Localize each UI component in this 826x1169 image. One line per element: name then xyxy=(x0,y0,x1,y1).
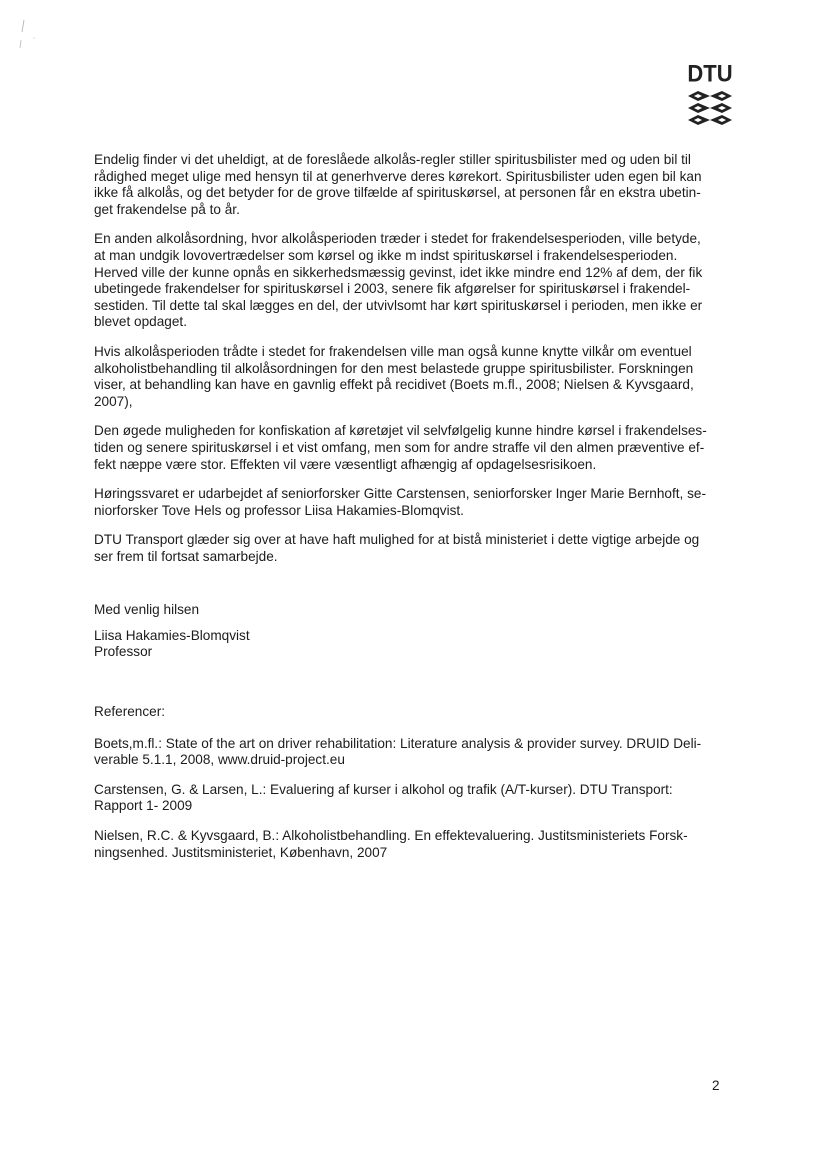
paragraph-closing: DTU Transport glæder sig over at have haft mulighed for at bistå ministeriet i dette vigtige arbejde og ser frem til fortsat samarbejde. xyxy=(94,532,700,564)
reference-item: Carstensen, G. & Larsen, L.: Evaluering af kurser i alkohol og trafik (A/T-kurser). DTU Transport: Rapport 1- 2009 xyxy=(94,781,673,814)
signoff-greeting: Med venlig hilsen xyxy=(94,602,200,617)
signoff-name: Liisa Hakamies-Blomqvist xyxy=(94,627,250,643)
scan-artifact-mark xyxy=(18,18,38,58)
signoff-block xyxy=(94,602,734,661)
dtu-logo-emblem-icon xyxy=(688,90,732,126)
references-section xyxy=(94,704,734,874)
paragraph-treatment: Hvis alkolåsperioden trådte i stedet for frakendelsen ville man også kunne knytte vilkår om eventuel alkoholistbehandling til alkolåsordningen for den mest belastede gruppe spiritusbilister. Forskningen viser, at behandling kan have en gavnlig effekt på recidivet (Boets m.fl., 2008; Nielsen & Kyvsgaard, 2007), xyxy=(94,343,694,409)
references-heading: Referencer: xyxy=(94,704,166,719)
paragraph-authors: Høringssvaret er udarbejdet af seniorforsker Gitte Carstensen, seniorforsker Inger Marie Bernhoft, se- niorforsker Tove Hels og professor Liisa Hakamies-Blomqvist. xyxy=(94,486,706,518)
paragraph-alternative-scheme: En anden alkolåsordning, hvor alkolåsperioden træder i stedet for frakendelsesperioden, ville betyde, at man undgik lovovertrædelser som kørsel og ikke m indst spirituskørsel i frakendelsesperioden. Herved ville der kunne opnås en sikkerhedsmæssig gevinst, idet ikke mindre end 12% af dem, der fik ubetingede frakendelser for spirituskørsel i 2003, senere fik afgørelser for spirituskørsel i frakendel- sestiden. Til dette tal skal lægges en del, der utvivlsomt har kørt spirituskørsel i perioden, men ikke er blevet opdaget. xyxy=(94,231,703,330)
paragraph-alcolock-inequality: Endelig finder vi det uheldigt, at de foreslåede alkolås-regler stiller spiritusbilister med og uden bil til rådighed meget ulige med hensyn til at generhverve deres kørekort. Spiritusbilister uden egen bil kan ikke få alkolås, og det betyder for de grove tilfælde af spirituskørsel, at personen får en ekstra ubetin- get frakendelse på to år. xyxy=(94,152,702,217)
letter-body xyxy=(94,152,734,578)
dtu-logo-text: DTU xyxy=(687,59,733,88)
signoff-title: Professor xyxy=(94,644,153,660)
dtu-logo xyxy=(686,59,734,128)
reference-item: Nielsen, R.C. & Kyvsgaard, B.: Alkoholistbehandling. En effektevaluering. Justitsministeriets Forsk- ningsenhed. Justitsministeriet, København, 2007 xyxy=(94,827,688,860)
paragraph-confiscation: Den øgede muligheden for konfiskation af køretøjet vil selvfølgelig kunne hindre kørsel i frakendelses- tiden og senere spirituskørsel i et vist omfang, men som for andre straffe vil den almen præventive ef- fekt næppe være stor. Effekten vil være væsentligt afhængig af opdagelsesrisikoen. xyxy=(94,423,707,472)
reference-item: Boets,m.fl.: State of the art on driver rehabilitation: Literature analysis & provider survey. DRUID Deli- verable 5.1.1, 2008, www.druid-project.eu xyxy=(94,735,702,768)
page-number: 2 xyxy=(712,1078,720,1093)
